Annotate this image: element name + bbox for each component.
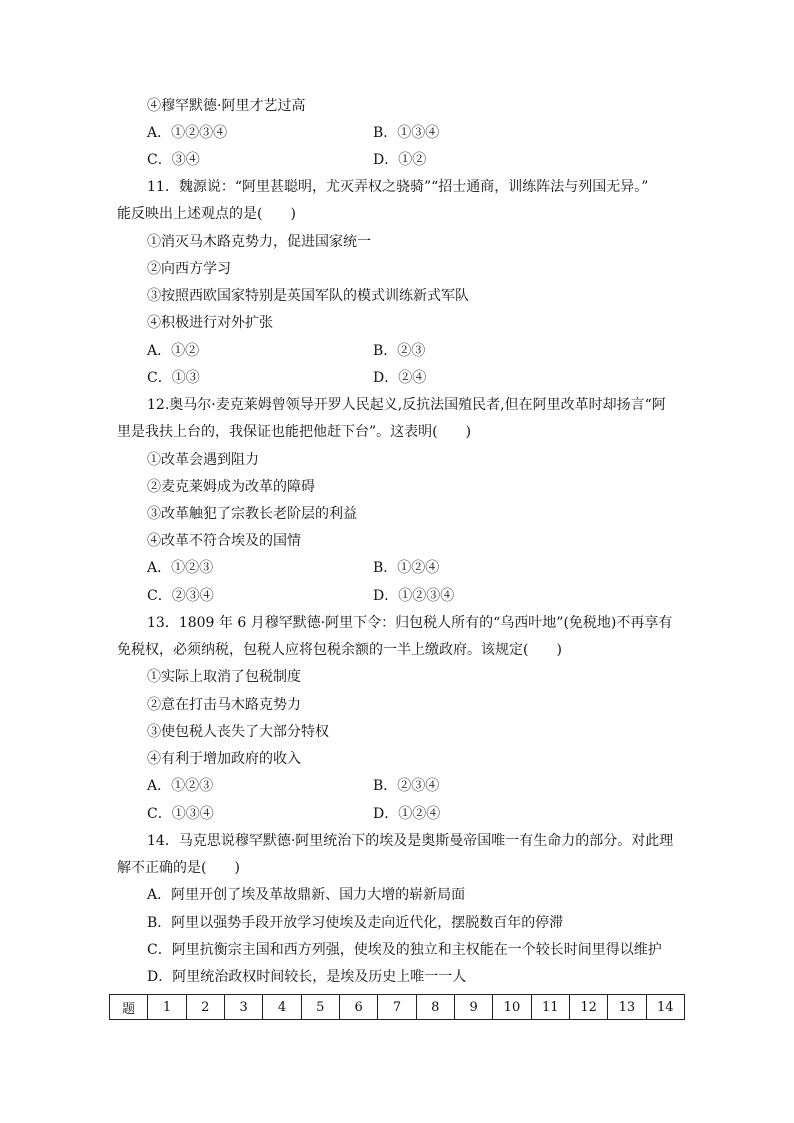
q11-option-4: ④积极进行对外扩张 — [147, 315, 273, 331]
q13-choice-a: A．①②③ — [147, 778, 214, 794]
answer-col-6: 6 — [339, 995, 377, 1020]
q13-option-1: ①实际上取消了包税制度 — [147, 669, 301, 685]
answer-col-12: 12 — [569, 995, 607, 1020]
q10-choice-d: D．①② — [373, 152, 427, 168]
q11-option-2: ②向西方学习 — [147, 261, 231, 277]
q13-choice-c: C．①③④ — [147, 806, 214, 822]
q12-option-2: ②麦克莱姆成为改革的障碍 — [147, 479, 315, 495]
q12-choice-c: C．②③④ — [147, 588, 214, 604]
q11-stem-line2: 能反映出上述观点的是( ) — [117, 206, 296, 222]
answer-col-10: 10 — [493, 995, 531, 1020]
q12-choice-b: B．①②④ — [373, 560, 440, 576]
q14-choice-c: C．阿里抗衡宗主国和西方列强，使埃及的独立和主权能在一个较长时间里得以维护 — [147, 942, 662, 958]
q11-choice-c: C．①③ — [147, 370, 200, 386]
q10-choice-a: A．①②③④ — [147, 125, 228, 141]
q10-option-4: ④穆罕默德·阿里才艺过高 — [147, 98, 306, 114]
q14-stem-line1: 14．马克思说穆罕默德·阿里统治下的埃及是奥斯曼帝国唯一有生命力的部分。对此理 — [147, 833, 674, 849]
answer-col-1: 1 — [148, 995, 186, 1020]
q11-option-3: ③按照西欧国家特别是英国军队的模式训练新式军队 — [147, 288, 469, 304]
answer-col-4: 4 — [263, 995, 301, 1020]
q12-option-3: ③改革触犯了宗教长老阶层的利益 — [147, 506, 357, 522]
q13-option-4: ④有利于增加政府的收入 — [147, 751, 301, 767]
q13-stem-line1: 13．1809 年 6 月穆罕默德·阿里下令：归包税人所有的“乌西叶地”(免税地)不再享有 — [147, 615, 673, 631]
q12-choice-d: D．①②③④ — [373, 588, 455, 604]
q11-choice-d: D．②④ — [373, 370, 427, 386]
q13-choice-d: D．①②④ — [373, 806, 441, 822]
q14-choice-b: B．阿里以强势手段开放学习使埃及走向近代化，摆脱数百年的停滞 — [147, 915, 564, 931]
q13-option-3: ③使包税人丧失了大部分特权 — [147, 724, 329, 740]
q14-choice-d: D．阿里统治政权时间较长，是埃及历史上唯一一人 — [147, 969, 467, 985]
answer-table-label: 题 — [110, 995, 148, 1020]
answer-col-5: 5 — [301, 995, 339, 1020]
answer-col-9: 9 — [454, 995, 492, 1020]
q11-choice-b: B．②③ — [373, 343, 426, 359]
q14-choice-a: A．阿里开创了埃及革故鼎新、国力大增的崭新局面 — [147, 887, 466, 903]
answer-col-11: 11 — [531, 995, 569, 1020]
q14-stem-line2: 解不正确的是( ) — [117, 860, 240, 876]
q12-stem-line1: 12.奥马尔·麦克莱姆曾领导开罗人民起义,反抗法国殖民者,但在阿里改革时却扬言“阿 — [147, 397, 666, 413]
answer-col-2: 2 — [186, 995, 224, 1020]
q10-choice-b: B．①③④ — [373, 125, 440, 141]
q12-choice-a: A．①②③ — [147, 560, 214, 576]
q13-stem-line2: 免税权，必须纳税，包税人应将包税余额的一半上缴政府。该规定( ) — [117, 642, 562, 658]
answer-col-8: 8 — [416, 995, 454, 1020]
answer-col-3: 3 — [224, 995, 262, 1020]
q13-choice-b: B．②③④ — [373, 778, 440, 794]
q12-option-1: ①改革会遇到阻力 — [147, 452, 259, 468]
q13-option-2: ②意在打击马木路克势力 — [147, 697, 301, 713]
q12-option-4: ④改革不符合埃及的国情 — [147, 533, 301, 549]
q11-stem-line1: 11．魏源说：“阿里甚聪明，尤灭弄权之骁骑”“招士通商，训练阵法与列国无异。” — [147, 179, 649, 195]
answer-table — [109, 994, 685, 1020]
q11-choice-a: A．①② — [147, 343, 200, 359]
answer-col-7: 7 — [378, 995, 416, 1020]
q11-option-1: ①消灭马木路克势力，促进国家统一 — [147, 234, 371, 250]
answer-col-14: 14 — [646, 995, 684, 1020]
answer-col-13: 13 — [608, 995, 646, 1020]
q12-stem-line2: 里是我扶上台的，我保证也能把他赶下台”。这表明( ) — [117, 424, 472, 440]
q10-choice-c: C．③④ — [147, 152, 200, 168]
answer-table-header-row — [110, 995, 685, 1020]
